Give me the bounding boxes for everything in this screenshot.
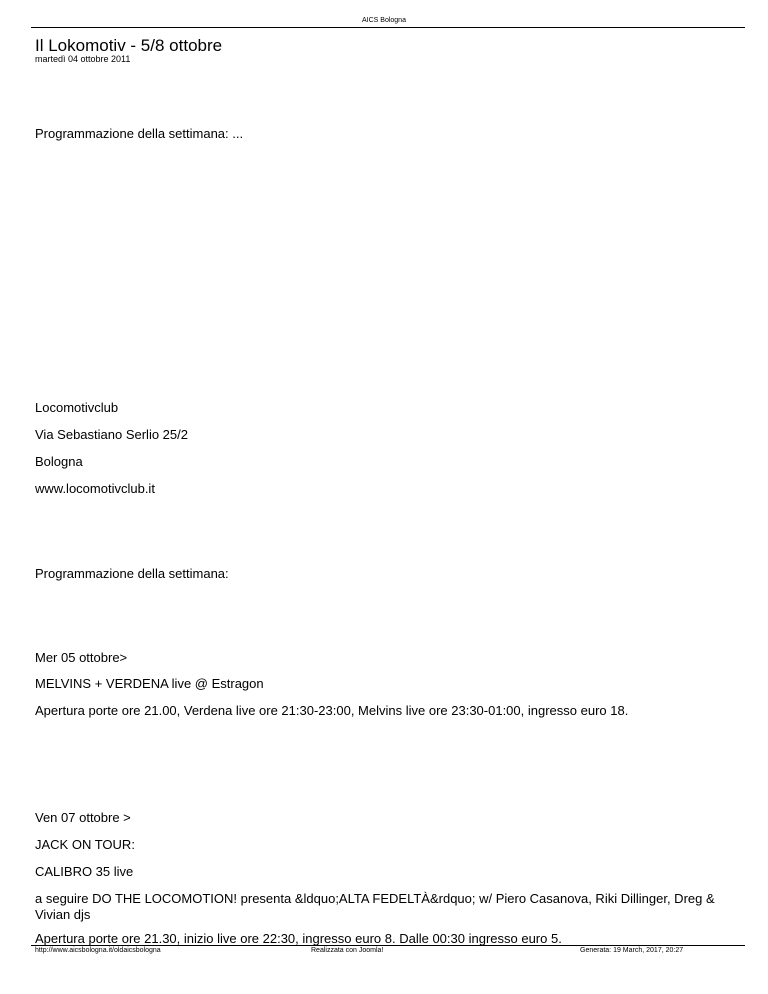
article-intro: Programmazione della settimana: ... — [35, 126, 244, 141]
footer-divider — [31, 945, 745, 946]
program-heading: Programmazione della settimana: — [35, 566, 229, 581]
event-2-subtitle: CALIBRO 35 live — [35, 864, 134, 879]
footer-credit: Realizzata con Joomla! — [311, 947, 384, 954]
venue-website[interactable]: www.locomotivclub.it — [35, 481, 155, 496]
event-1-details: Apertura porte ore 21.00, Verdena live ore 21:30-23:00, Melvins live ore 23:30-01:00, ingresso euro 18. — [35, 703, 629, 718]
venue-name: Locomotivclub — [35, 400, 119, 415]
event-2-date: Ven 07 ottobre > — [35, 810, 131, 825]
event-2-after: a seguire DO THE LOCOMOTION! presenta &ldquo;ALTA FEDELTÀ&rdquo; w/ Piero Casanova, Riki Dillinger, Dreg & Vivian djs — [35, 891, 715, 922]
event-1-title: MELVINS + VERDENA live @ Estragon — [35, 676, 264, 691]
article-date: martedì 04 ottobre 2011 — [35, 54, 131, 64]
footer-generated: Generata: 19 March, 2017, 20:27 — [580, 947, 684, 954]
footer-url[interactable]: http://www.aicsbologna.it/oldaicsbologna — [35, 947, 161, 954]
header-divider — [31, 27, 745, 28]
event-1-date: Mer 05 ottobre> — [35, 650, 128, 665]
venue-address: Via Sebastiano Serlio 25/2 — [35, 427, 188, 442]
site-name: AICS Bologna — [362, 17, 406, 24]
venue-city: Bologna — [35, 454, 83, 469]
article-title: Il Lokomotiv - 5/8 ottobre — [35, 36, 223, 55]
event-2-details: Apertura porte ore 21.30, inizio live ore 22:30, ingresso euro 8. Dalle 00:30 ingresso euro 5. — [35, 931, 562, 946]
event-2-title: JACK ON TOUR: — [35, 837, 135, 852]
